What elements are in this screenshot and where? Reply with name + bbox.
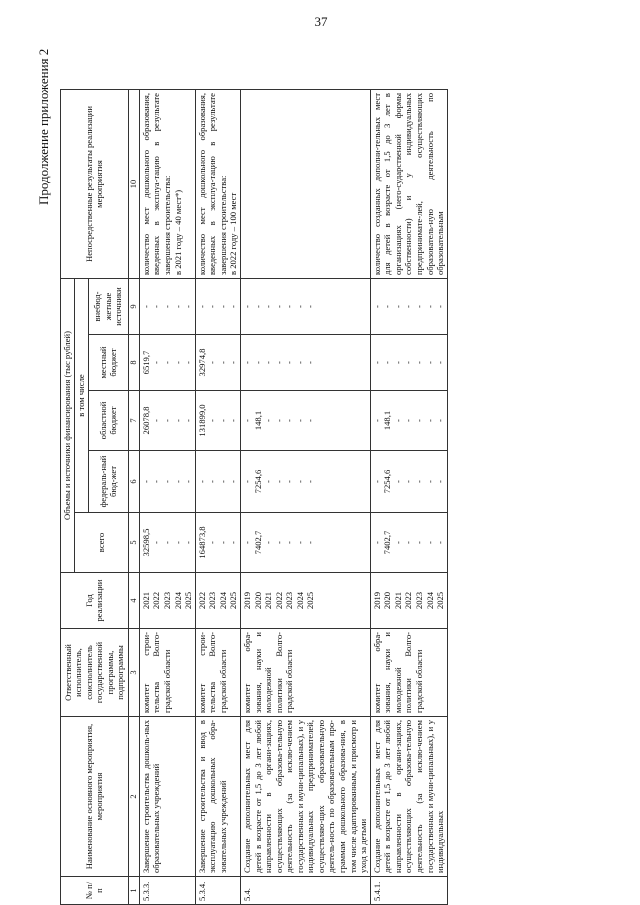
activity-name: Завершение строительства дошколь-ных образовательных учреждений <box>139 717 195 877</box>
extrabudgetary-sources: - - - - - <box>139 279 195 335</box>
total-amount: - 7402,7 - - - - - <box>240 513 370 573</box>
header-number: № п/п <box>61 877 129 905</box>
column-number: 4 <box>128 573 139 629</box>
responsible-executor: комитет строи-тельства Волго-градской области <box>139 629 195 717</box>
appendix-subtitle: Продолжение приложения 2 <box>36 48 51 205</box>
activity-name: Создание дополнительных мест для детей в возрасте от 1,5 до 3 лет любой направленности в органи-зациях, осуществляющих образова-тельную деятельность (за исклю-чением государственных и муни-ципальных), и у индивидуальных предпринимателей, осуществляю-щих образовательную деятель-ность по образовательным про-граммам дошкольного образова-ния, в том числе адаптированным, и присмотр и уход за детьми <box>240 717 370 877</box>
federal-budget: - 7254,6 - - - - - <box>240 451 370 513</box>
row-number: 5.3.4. <box>195 877 240 905</box>
header-including: в том числе <box>75 279 89 513</box>
column-number: 8 <box>128 335 139 391</box>
program-table <box>60 89 448 905</box>
column-number: 6 <box>128 451 139 513</box>
extrabudgetary-sources: - - - - - - - <box>370 279 447 335</box>
activity-name: Создание дополнительных мест для детей в возрасте от 1,5 до 3 лет любой направленности в органи-зациях, осуществляющих образова-тельную деятельность (за исклю-чением государственных и муни-ципальных), и у индивидуальных <box>370 717 447 877</box>
header-total: всего <box>75 513 129 573</box>
implementation-years: 2019 2020 2021 2022 2023 2024 2025 <box>370 573 447 629</box>
total-amount: - 7402,7 - - - - - <box>370 513 447 573</box>
table-row <box>240 90 370 905</box>
row-number: 5.3.3. <box>139 877 195 905</box>
extrabudgetary-sources: - - - - - - - <box>240 279 370 335</box>
local-budget: - - - - - - - <box>370 335 447 391</box>
table-row <box>139 90 195 905</box>
regional-budget: 131899,0 - - - <box>195 391 240 451</box>
expected-results: количество мест дошкольного образования, введенных в эксплуа-тацию в результате завершения строительства: в 2022 году – 100 мест <box>195 90 240 279</box>
header-results: Непосредственные результаты реализации мероприятия <box>61 90 129 279</box>
extrabudgetary-sources: - - - - <box>195 279 240 335</box>
regional-budget: - 148,1 - - - - - <box>370 391 447 451</box>
column-number: 9 <box>128 279 139 335</box>
local-budget: 6519,7 - - - - <box>139 335 195 391</box>
federal-budget: - - - - - <box>139 451 195 513</box>
responsible-executor: комитет обра-зования, науки и молодежной политики Волго-градской области <box>240 629 370 717</box>
page-number: 37 <box>314 14 328 29</box>
column-number: 1 <box>128 877 139 905</box>
activity-name: Завершение строительства и ввод в эксплуатацию дошкольных обра-зовательных учреждений <box>195 717 240 877</box>
row-number: 5.4.1. <box>370 877 447 905</box>
regional-budget: 26078,8 - - - - <box>139 391 195 451</box>
expected-results: количество мест дошкольного образования, введенных в эксплуа-тацию в результате завершения строительства: в 2021 году – 40 мест*) <box>139 90 195 279</box>
table-row <box>195 90 240 905</box>
column-numbers-row <box>128 90 139 905</box>
total-amount: 32598,5 - - - - <box>139 513 195 573</box>
table-row <box>370 90 447 905</box>
row-number: 5.4. <box>240 877 370 905</box>
header-local: местный бюджет <box>88 335 128 391</box>
total-amount: 164873,8 - - - <box>195 513 240 573</box>
header-financing: Объемы и источники финансирования (тыс рублей) <box>61 279 75 573</box>
local-budget: - - - - - - - <box>240 335 370 391</box>
header-responsible: Ответственный исполнитель, соисполнитель государственной программы, подпрограммы <box>61 629 129 717</box>
federal-budget: - - - - <box>195 451 240 513</box>
header-federal: федераль-ный бюд-жет <box>88 451 128 513</box>
column-number: 3 <box>128 629 139 717</box>
federal-budget: - 7254,6 - - - - - <box>370 451 447 513</box>
column-number: 2 <box>128 717 139 877</box>
column-number: 7 <box>128 391 139 451</box>
expected-results <box>240 90 370 279</box>
responsible-executor: комитет строи-тельства Волго-градской области <box>195 629 240 717</box>
regional-budget: - 148,1 - - - - - <box>240 391 370 451</box>
implementation-years: 2021 2022 2023 2024 2025 <box>139 573 195 629</box>
column-number: 10 <box>128 90 139 279</box>
header-name: Наименование основного мероприятия, мероприятия <box>61 717 129 877</box>
header-year: Год реализации <box>61 573 129 629</box>
local-budget: 32974,8 - - - <box>195 335 240 391</box>
expected-results: количество созданных дополни-тельных мест для детей в возрасте от 1,5 до 3 лет в организациях (него-сударственной формы собственности) и у индивидуальных предпринимате-лей, осуществляющих образователь-ную деятельность по образовательным <box>370 90 447 279</box>
column-number: 5 <box>128 513 139 573</box>
header-extrabudget: внебюд-жетные источники <box>88 279 128 335</box>
header-regional: областной бюджет <box>88 391 128 451</box>
implementation-years: 2019 2020 2021 2022 2023 2024 2025 <box>240 573 370 629</box>
responsible-executor: комитет обра-зования, науки и молодежной политики Волго-градской области <box>370 629 447 717</box>
implementation-years: 2022 2023 2024 2025 <box>195 573 240 629</box>
